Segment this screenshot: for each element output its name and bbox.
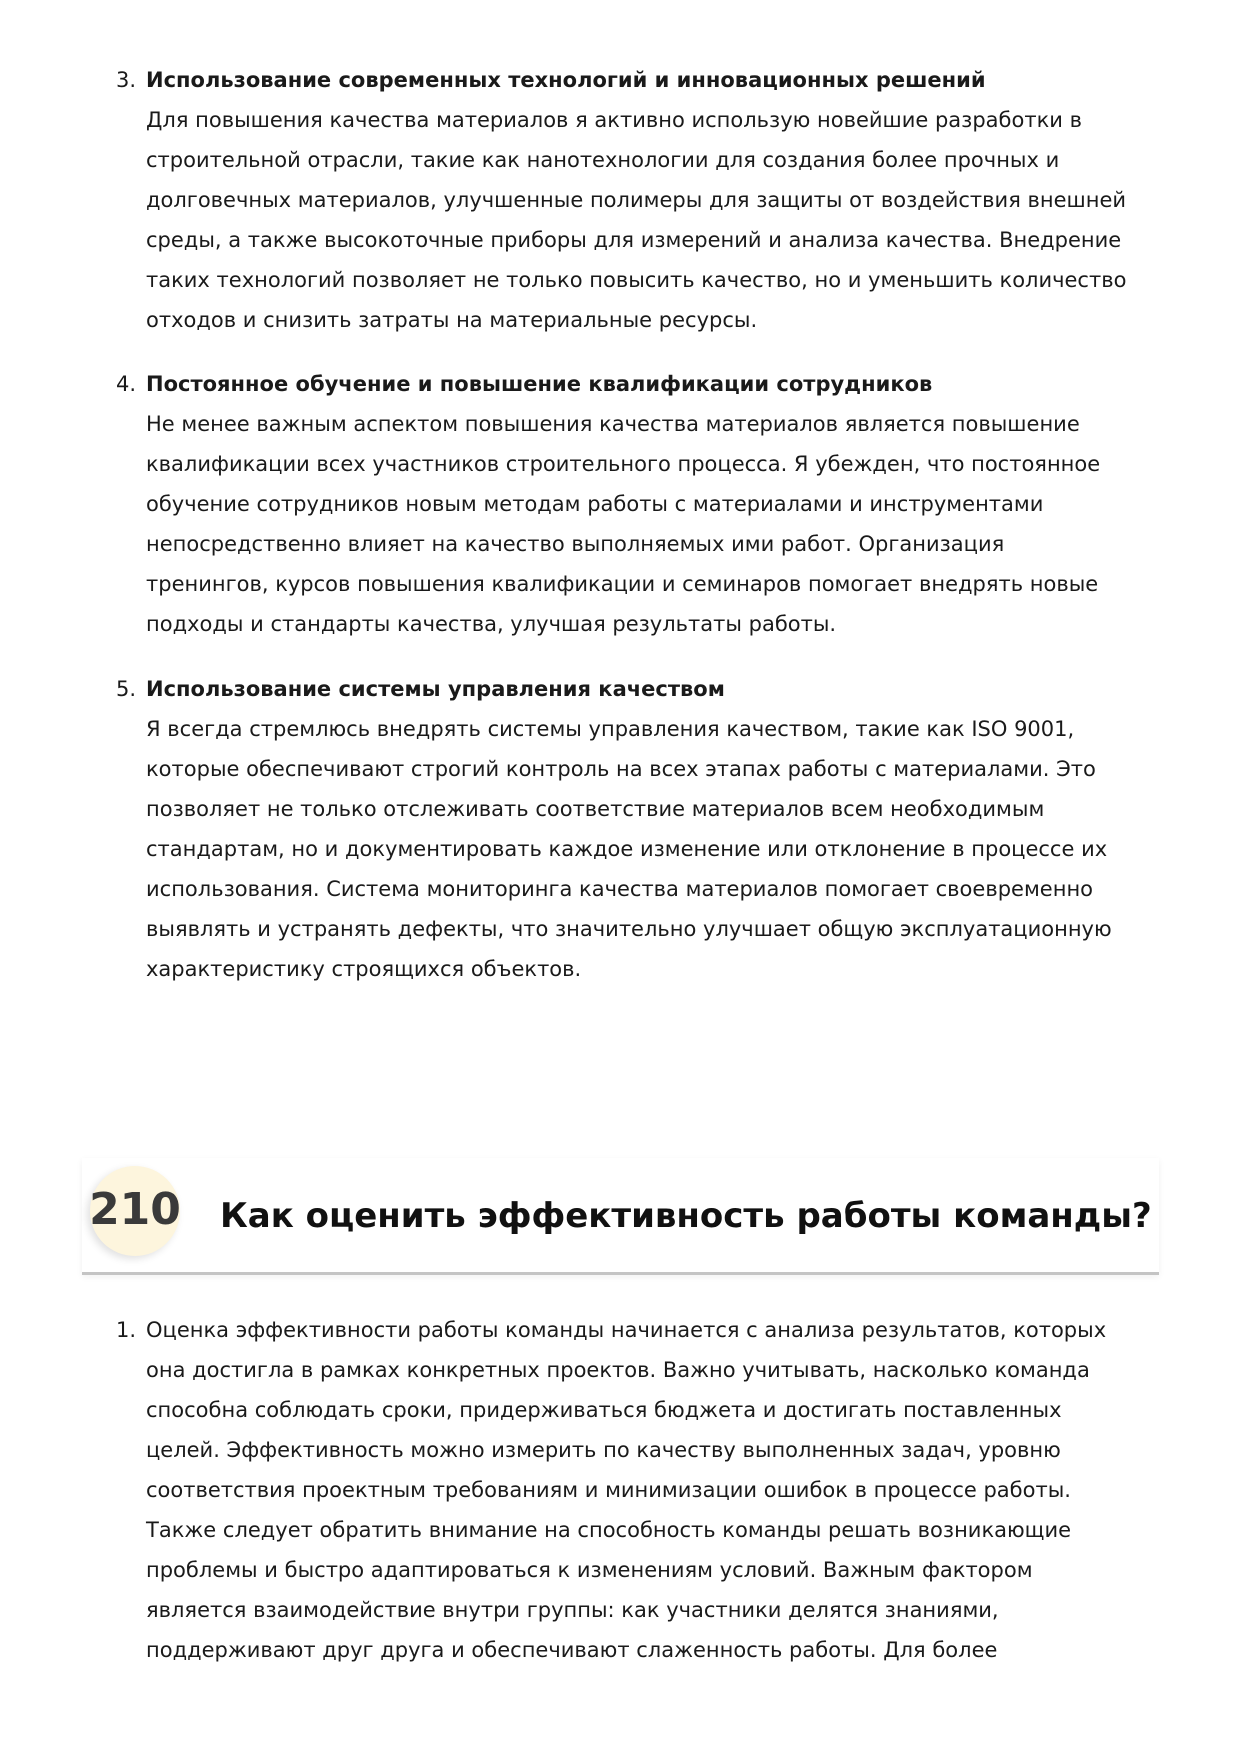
body-line: использования. Система мониторинга качества материалов помогает своевременно <box>146 877 1094 901</box>
body-line: она достигла в рамках конкретных проектов. Важно учитывать, насколько команда <box>146 1358 1090 1382</box>
body-line: является взаимодействие внутри группы: как участники делятся знаниями, <box>146 1598 999 1622</box>
section-header <box>82 1158 1159 1275</box>
list-number: 5. <box>116 677 137 701</box>
body-line: среды, а также высокоточные приборы для измерений и анализа качества. Внедрение <box>146 228 1122 252</box>
body-line: Также следует обратить внимание на способность команды решать возникающие <box>146 1518 1072 1542</box>
section-number: 210 <box>89 1184 181 1235</box>
body-line: Для повышения качества материалов я активно использую новейшие разработки в <box>146 108 1082 132</box>
body-line: непосредственно влияет на качество выполняемых ими работ. Организация <box>146 532 1005 556</box>
list-item-body <box>146 100 1166 340</box>
body-line: обучение сотрудников новым методам работы с материалами и инструментами <box>146 492 1044 516</box>
body-line: стандартам, но и документировать каждое изменение или отклонение в процессе их <box>146 837 1108 861</box>
body-line: строительной отрасли, такие как нанотехнологии для создания более прочных и <box>146 148 1060 172</box>
list-item-heading: Постоянное обучение и повышение квалификации сотрудников <box>146 372 933 396</box>
body-line: долговечных материалов, улучшенные полимеры для защиты от воздействия внешней <box>146 188 1127 212</box>
list-item-content <box>146 1310 1166 1670</box>
list-item-body <box>146 709 1166 989</box>
body-line: поддерживают друг друга и обеспечивают слаженность работы. Для более <box>146 1638 998 1662</box>
body-line: Я всегда стремлюсь внедрять системы управления качеством, такие как ISO 9001, <box>146 717 1075 741</box>
list-item-content <box>146 669 1166 989</box>
body-line: отходов и снизить затраты на материальные ресурсы. <box>146 308 758 332</box>
body-line: квалификации всех участников строительного процесса. Я убежден, что постоянное <box>146 452 1101 476</box>
body-line: которые обеспечивают строгий контроль на всех этапах работы с материалами. Это <box>146 757 1096 781</box>
list-number: 3. <box>116 68 137 92</box>
body-line: выявлять и устранять дефекты, что значительно улучшает общую эксплуатационную <box>146 917 1112 941</box>
list-item-body <box>146 404 1166 644</box>
body-line: Не менее важным аспектом повышения качества материалов является повышение <box>146 412 1080 436</box>
list-number: 4. <box>116 372 137 396</box>
list-item-heading: Использование современных технологий и инновационных решений <box>146 68 986 92</box>
body-line: соответствия проектным требованиям и минимизации ошибок в процессе работы. <box>146 1478 1071 1502</box>
body-line: способна соблюдать сроки, придерживаться бюджета и достигать поставленных <box>146 1398 1062 1422</box>
list-number: 1. <box>116 1318 137 1342</box>
body-line: таких технологий позволяет не только повысить качество, но и уменьшить количество <box>146 268 1127 292</box>
body-line: целей. Эффективность можно измерить по качеству выполненных задач, уровню <box>146 1438 1061 1462</box>
body-line: тренингов, курсов повышения квалификации и семинаров помогает внедрять новые <box>146 572 1099 596</box>
list-item-heading: Использование системы управления качеством <box>146 677 725 701</box>
body-line: Оценка эффективности работы команды начинается с анализа результатов, которых <box>146 1318 1107 1342</box>
section-number-badge <box>90 1166 180 1256</box>
body-line: подходы и стандарты качества, улучшая результаты работы. <box>146 612 837 636</box>
body-line: характеристику строящихся объектов. <box>146 957 582 981</box>
list-item-content <box>146 60 1166 340</box>
list-item-content <box>146 364 1166 644</box>
section-title: Как оценить эффективность работы команды? <box>220 1196 1152 1236</box>
body-line: позволяет не только отслеживать соответствие материалов всем необходимым <box>146 797 1045 821</box>
list-item-body <box>146 1310 1166 1670</box>
body-line: проблемы и быстро адаптироваться к изменениям условий. Важным фактором <box>146 1558 1033 1582</box>
